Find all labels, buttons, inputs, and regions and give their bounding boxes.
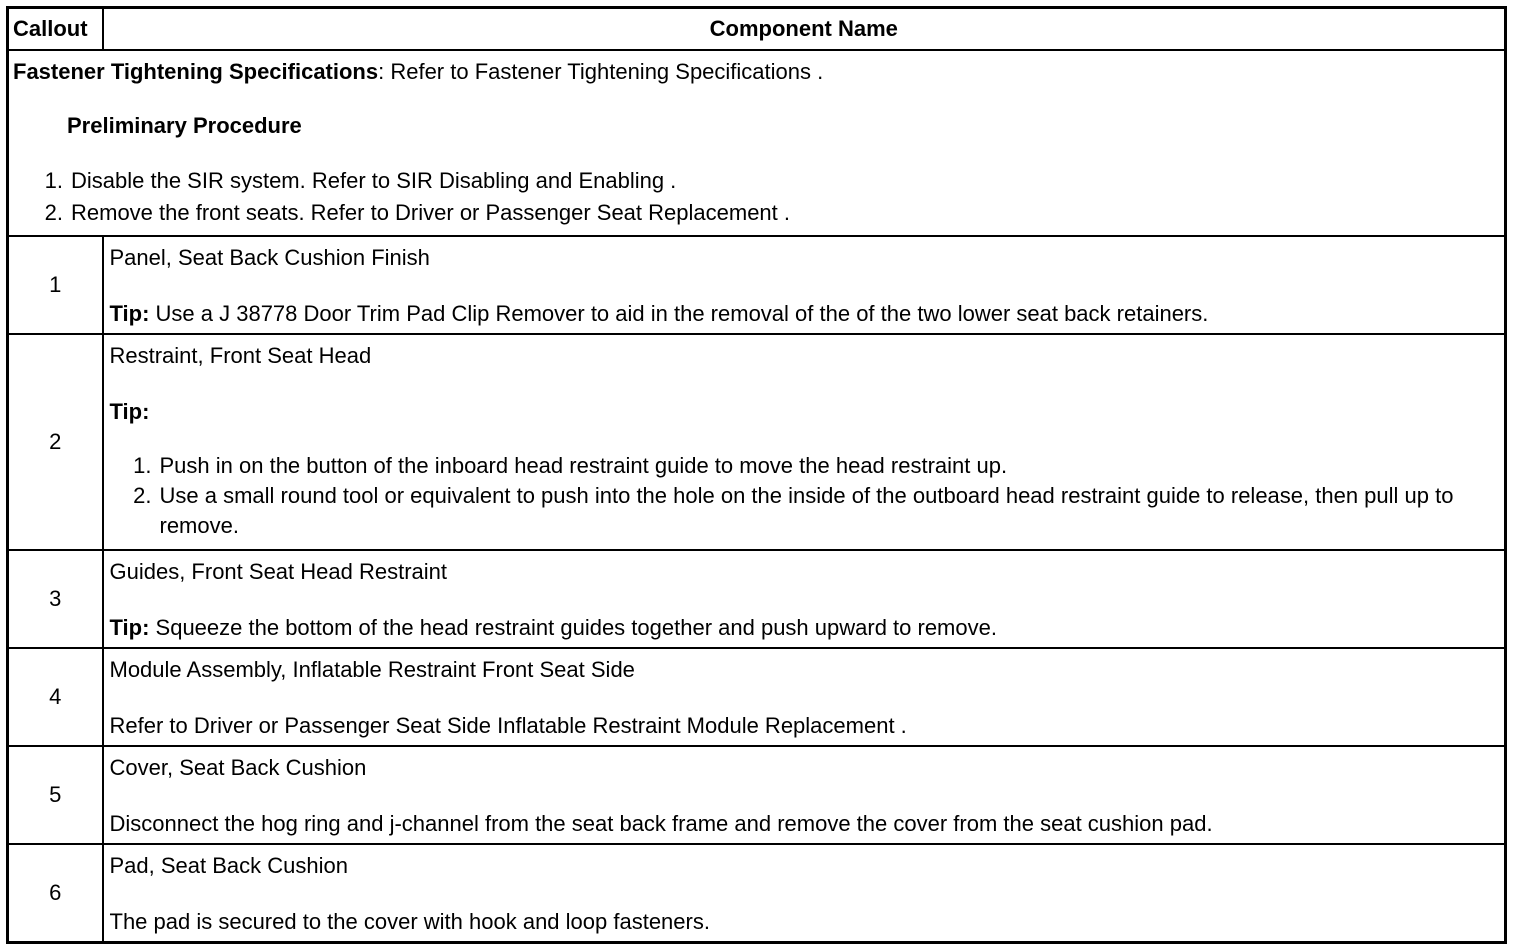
content-cell xyxy=(103,236,1506,334)
tip-line xyxy=(110,613,1499,643)
component-name: Pad, Seat Back Cushion xyxy=(109,853,348,878)
tip-label: Tip: xyxy=(109,301,150,326)
content-cell xyxy=(103,648,1506,746)
spec-label: Fastener Tightening Specifications xyxy=(13,59,379,84)
callout-cell: 5 xyxy=(8,746,103,844)
table-row xyxy=(8,844,1506,943)
note-text: Disconnect the hog ring and j-channel from the seat back frame and remove the cover from the seat cushion pad. xyxy=(109,811,1213,836)
note-text: The pad is secured to the cover with hook and loop fasteners. xyxy=(109,909,710,934)
content-cell xyxy=(103,746,1506,844)
list-item: 2. Remove the front seats. Refer to Driver or Passenger Seat Replacement . xyxy=(44,200,790,225)
table-row xyxy=(8,648,1506,746)
tip-text: Squeeze the bottom of the head restraint guides together and push upward to remove. xyxy=(149,615,997,640)
tip-label: Tip: xyxy=(109,615,150,640)
callout-cell: 3 xyxy=(8,550,103,648)
preliminary-steps xyxy=(13,166,1500,228)
header-callout: Callout xyxy=(8,8,103,51)
callout-cell: 4 xyxy=(8,648,103,746)
list-item: 1. Disable the SIR system. Refer to SIR Disabling and Enabling . xyxy=(44,168,677,193)
component-table xyxy=(6,6,1507,944)
content-cell xyxy=(103,550,1506,648)
table-row xyxy=(8,550,1506,648)
component-name: Restraint, Front Seat Head xyxy=(109,343,372,368)
tip-substeps xyxy=(110,451,1499,541)
spec-row xyxy=(8,50,1506,236)
callout-cell: 1 xyxy=(8,236,103,334)
list-item: 1. Push in on the button of the inboard head restraint guide to move the head restraint up. xyxy=(133,453,1008,478)
table-header-row xyxy=(8,8,1506,51)
preliminary-title: Preliminary Procedure xyxy=(67,113,302,138)
note-text: Refer to Driver or Passenger Seat Side Inflatable Restraint Module Replacement . xyxy=(109,713,907,738)
list-item: 2. Use a small round tool or equivalent to push into the hole on the inside of the outboard head restraint guide to release, then pull up to remove. xyxy=(133,483,1454,538)
table-row xyxy=(8,746,1506,844)
component-name: Module Assembly, Inflatable Restraint Front Seat Side xyxy=(109,657,635,682)
content-cell xyxy=(103,334,1506,550)
tip-label: Tip: xyxy=(109,399,150,424)
table-row xyxy=(8,334,1506,550)
content-cell xyxy=(103,844,1506,943)
table-row xyxy=(8,236,1506,334)
header-component-name: Component Name xyxy=(103,8,1506,51)
component-name: Panel, Seat Back Cushion Finish xyxy=(109,245,430,270)
callout-cell: 6 xyxy=(8,844,103,943)
tip-text: Use a J 38778 Door Trim Pad Clip Remover to aid in the removal of the of the two lower seat back retainers. xyxy=(149,301,1209,326)
tip-line xyxy=(110,299,1499,329)
callout-cell: 2 xyxy=(8,334,103,550)
spec-cell xyxy=(8,50,1506,236)
component-name: Cover, Seat Back Cushion xyxy=(109,755,367,780)
component-name: Guides, Front Seat Head Restraint xyxy=(109,559,447,584)
spec-line xyxy=(13,57,1500,87)
spec-text: : Refer to Fastener Tightening Specifications . xyxy=(378,59,824,84)
